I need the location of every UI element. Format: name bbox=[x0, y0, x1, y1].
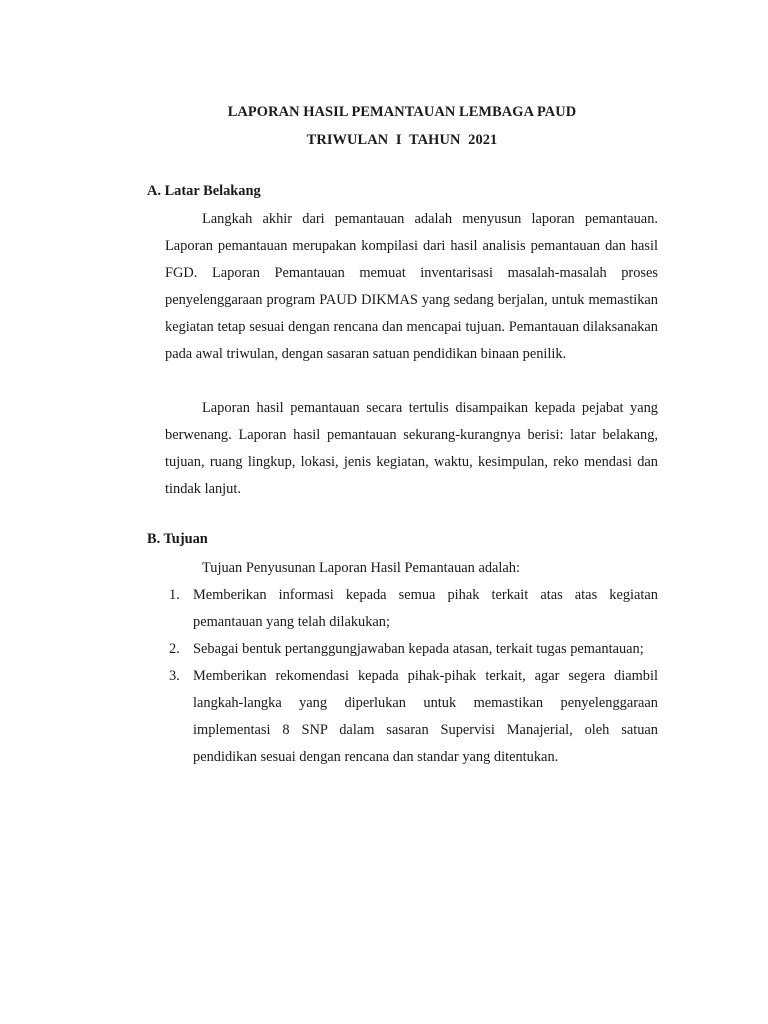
list-item-text: Memberikan informasi kepada semua pihak terkait atas atas kegiatan pemantauan yang telah dilakukan; bbox=[193, 587, 658, 630]
list-item bbox=[165, 582, 658, 636]
list-item-number: 2. bbox=[169, 641, 180, 657]
section-b-intro: Tujuan Penyusunan Laporan Hasil Pemantauan adalah: bbox=[202, 560, 520, 576]
list-item-number: 3. bbox=[169, 668, 180, 684]
list-item-text: Memberikan rekomendasi kepada pihak-pihak terkait, agar segera diambil langkah-langka yang diperlukan untuk memastikan penyelenggaraan implementasi 8 SNP dalam sasaran Supervisi Manajerial, oleh satuan pendidikan sesuai dengan rencana dan standar yang ditentukan. bbox=[193, 668, 658, 765]
list-item bbox=[165, 663, 658, 771]
list-item bbox=[165, 636, 658, 663]
section-a-heading: A. Latar Belakang bbox=[147, 183, 261, 199]
document-subtitle: TRIWULAN I TAHUN 2021 bbox=[306, 132, 498, 148]
list-item-text: Sebagai bentuk pertanggungjawaban kepada atasan, terkait tugas pemantauan; bbox=[193, 641, 644, 657]
objectives-list bbox=[165, 582, 658, 771]
document-title: LAPORAN HASIL PEMANTAUAN LEMBAGA PAUD bbox=[227, 104, 577, 120]
list-item-number: 1. bbox=[169, 587, 180, 603]
section-a-paragraph-2: Laporan hasil pemantauan secara tertulis disampaikan kepada pejabat yang berwenang. Laporan hasil pemantauan sekurang-kurangnya berisi: latar belakang, tujuan, ruang lingkup, lokasi, jenis kegiatan, waktu, kesimpulan, reko mendasi dan tindak lanjut. bbox=[165, 400, 658, 497]
section-b-heading: B. Tujuan bbox=[147, 531, 208, 547]
section-a-paragraph-1: Langkah akhir dari pemantauan adalah menyusun laporan pemantauan. Laporan pemantauan merupakan kompilasi dari hasil analisis pemantauan dan hasil FGD. Laporan Pemantauan memuat inventarisasi masalah-masalah proses penyelenggaraan program PAUD DIKMAS yang sedang berjalan, untuk memastikan kegiatan tetap sesuai dengan rencana dan mencapai tujuan. Pemantauan dilaksanakan pada awal triwulan, dengan sasaran satuan pendidikan binaan penilik. bbox=[165, 211, 658, 362]
